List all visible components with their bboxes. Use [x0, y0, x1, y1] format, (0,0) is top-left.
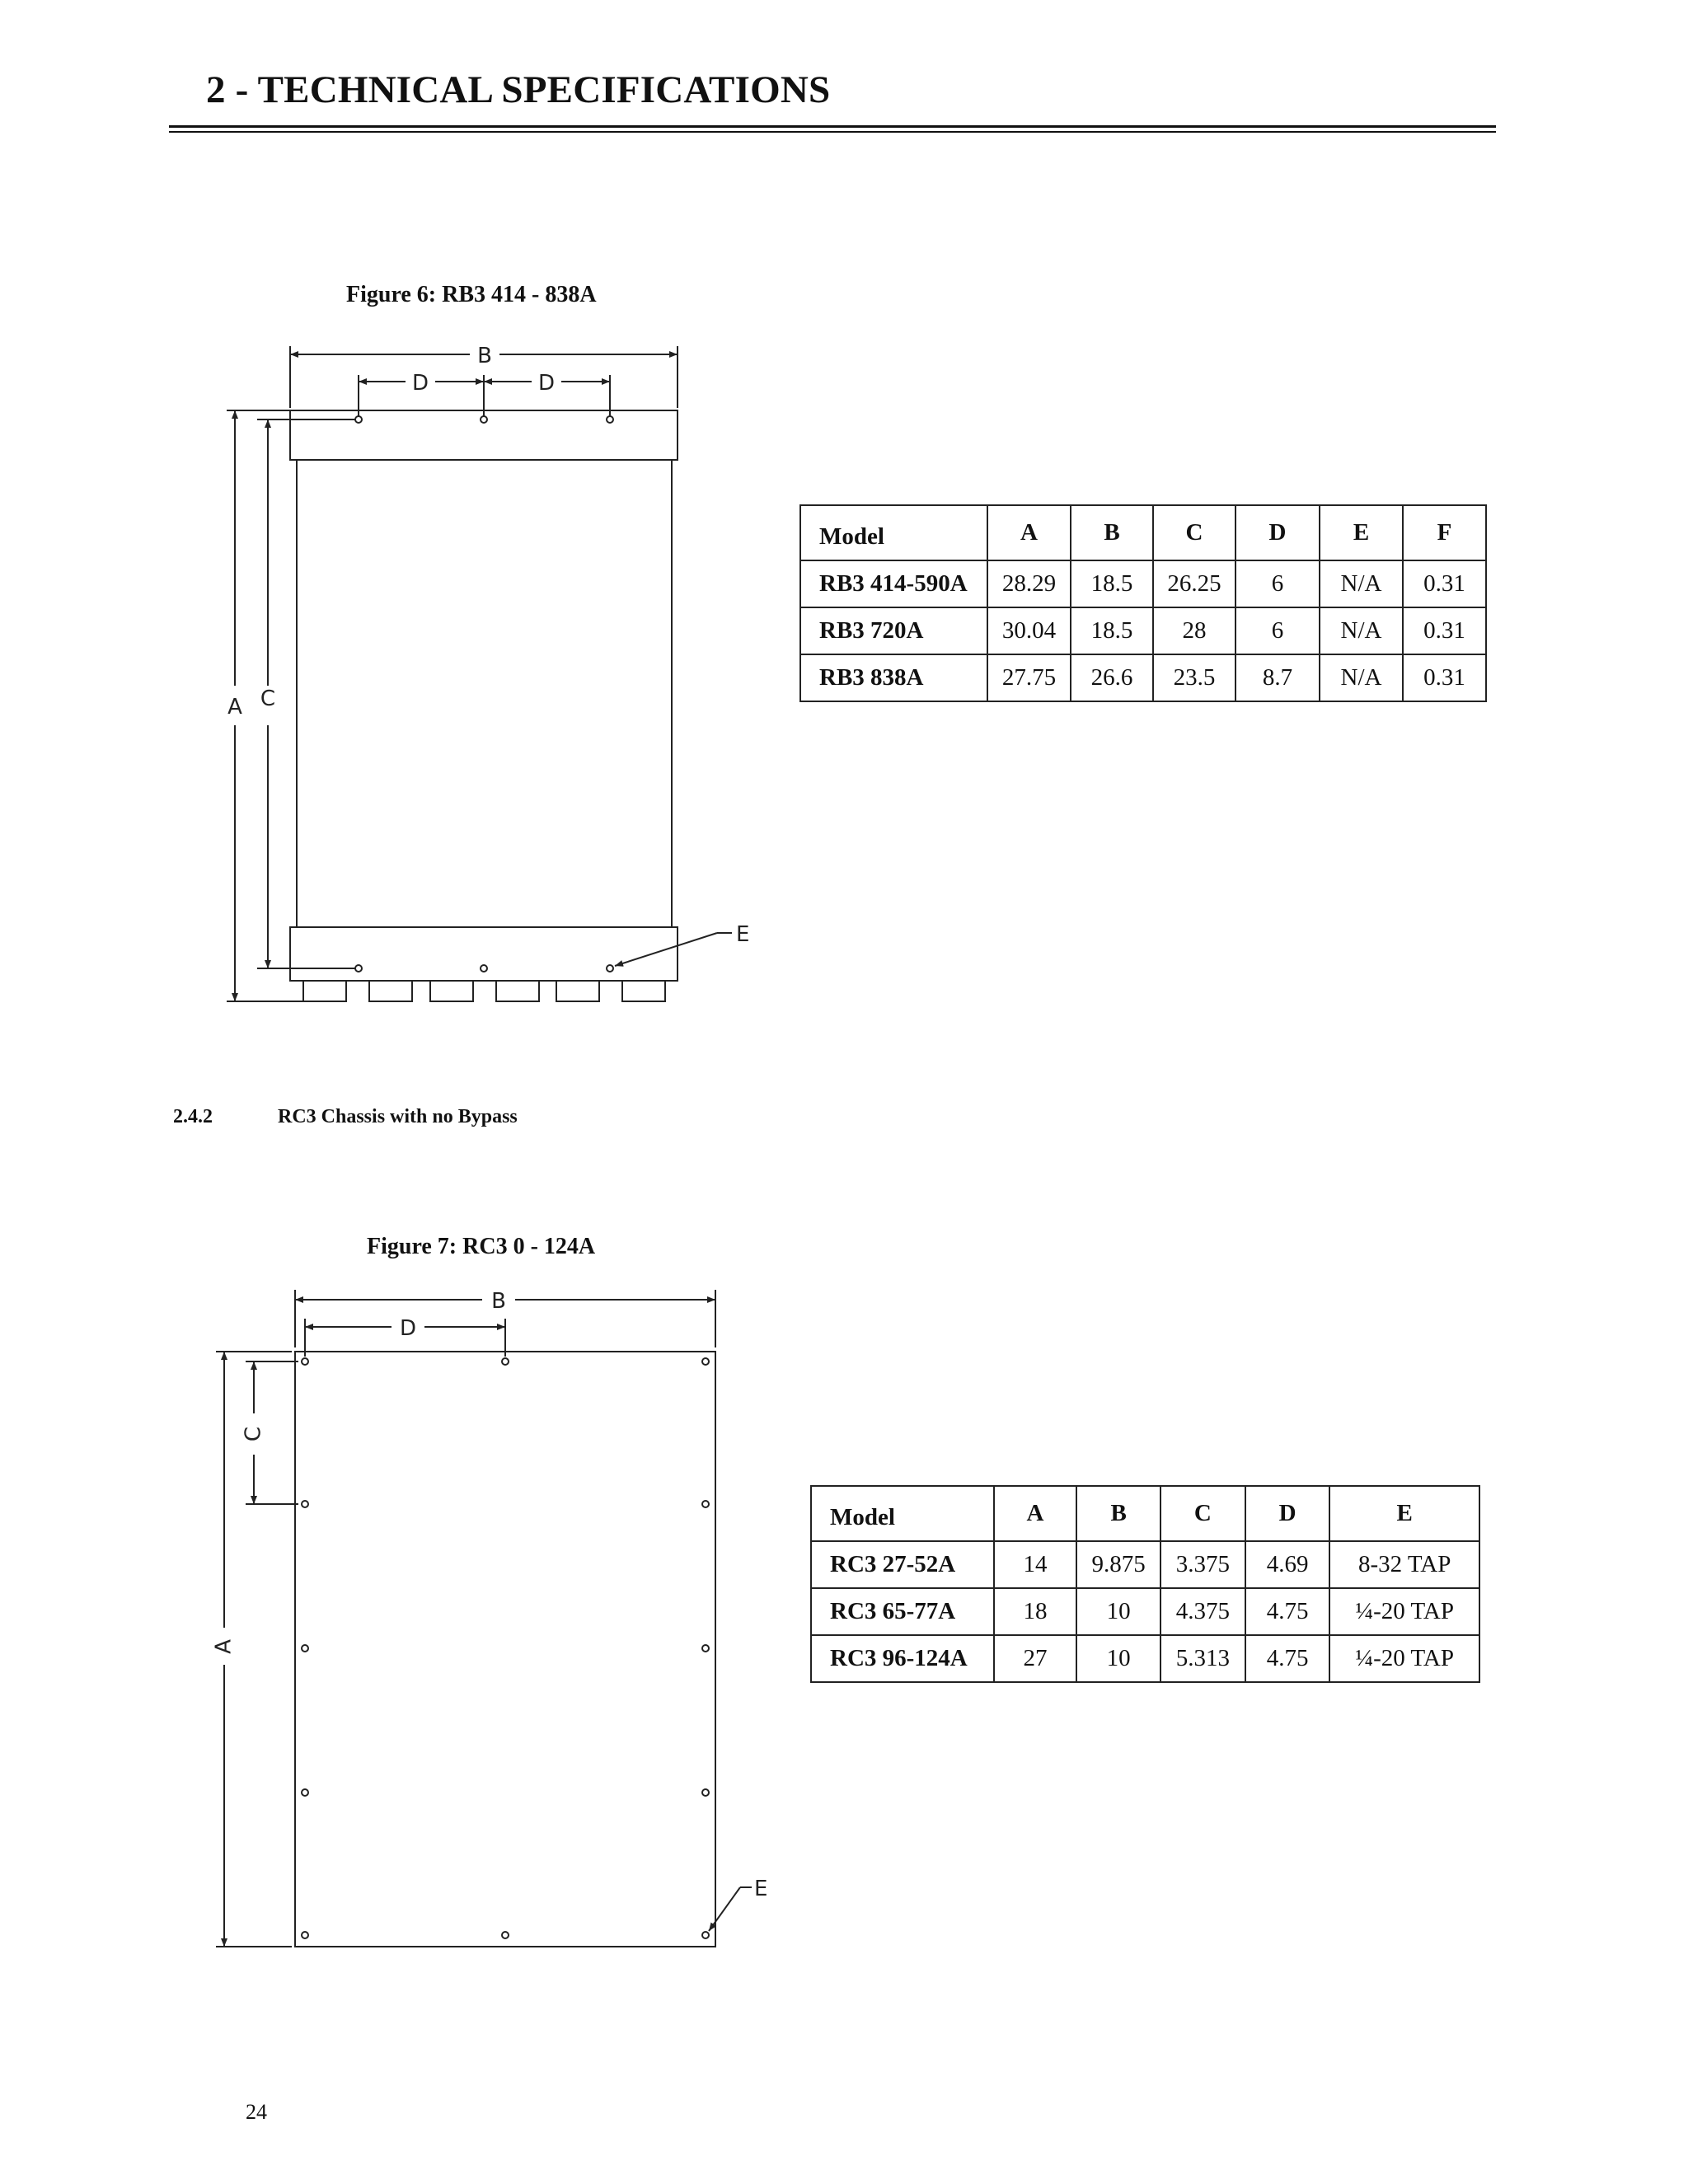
fig7-label-b: B	[491, 1289, 506, 1314]
cell-b: 10	[1076, 1588, 1160, 1635]
cell-d: 6	[1236, 560, 1320, 607]
table-row	[811, 1635, 1479, 1682]
cell-a: 27	[994, 1635, 1077, 1682]
cell-c: 4.375	[1160, 1588, 1245, 1635]
section-number: 2.4.2	[173, 1106, 213, 1127]
cell-model: RB3 838A	[800, 654, 987, 701]
header-model: Model	[811, 1486, 994, 1541]
cell-e: 8-32 TAP	[1329, 1541, 1479, 1588]
cell-a: 18	[994, 1588, 1077, 1635]
cell-a: 14	[994, 1541, 1077, 1588]
cell-d: 4.69	[1245, 1541, 1330, 1588]
cell-f: 0.31	[1403, 654, 1486, 701]
cell-model: RC3 65-77A	[811, 1588, 994, 1635]
header-a: A	[987, 505, 1071, 560]
cell-c: 26.25	[1153, 560, 1236, 607]
cell-d: 6	[1236, 607, 1320, 654]
cell-c: 28	[1153, 607, 1236, 654]
header-b: B	[1071, 505, 1153, 560]
header-f: F	[1403, 505, 1486, 560]
page-title: 2 - TECHNICAL SPECIFICATIONS	[206, 68, 831, 111]
table-row	[811, 1588, 1479, 1635]
table-header-row	[811, 1486, 1479, 1541]
cell-b: 18.5	[1071, 607, 1153, 654]
fig6-label-b: B	[477, 344, 492, 368]
cell-b: 10	[1076, 1635, 1160, 1682]
cell-model: RB3 414-590A	[800, 560, 987, 607]
cell-c: 5.313	[1160, 1635, 1245, 1682]
header-b: B	[1076, 1486, 1160, 1541]
cell-e: ¼-20 TAP	[1329, 1588, 1479, 1635]
cell-e: N/A	[1320, 654, 1403, 701]
cell-d: 4.75	[1245, 1635, 1330, 1682]
fig6-label-c: C	[260, 687, 276, 711]
figure-7-caption: Figure 7: RC3 0 - 124A	[367, 1234, 596, 1259]
header-c: C	[1160, 1486, 1245, 1541]
cell-a: 28.29	[987, 560, 1071, 607]
header-d: D	[1236, 505, 1320, 560]
section-title: RC3 Chassis with no Bypass	[278, 1106, 518, 1127]
fig7-label-e: E	[754, 1877, 768, 1901]
header-model: Model	[800, 505, 987, 560]
page-number: 24	[246, 2100, 267, 2124]
cell-c: 23.5	[1153, 654, 1236, 701]
cell-f: 0.31	[1403, 607, 1486, 654]
header-c: C	[1153, 505, 1236, 560]
fig6-label-a: A	[227, 695, 242, 719]
cell-b: 26.6	[1071, 654, 1153, 701]
fig7-label-a: A	[211, 1639, 237, 1654]
cell-e: ¼-20 TAP	[1329, 1635, 1479, 1682]
cell-a: 30.04	[987, 607, 1071, 654]
cell-e: N/A	[1320, 607, 1403, 654]
header-e: E	[1320, 505, 1403, 560]
header-e: E	[1329, 1486, 1479, 1541]
figure-7-table	[810, 1485, 1480, 1683]
cell-model: RC3 27-52A	[811, 1541, 994, 1588]
figure-6-caption: Figure 6: RB3 414 - 838A	[346, 282, 597, 307]
cell-b: 18.5	[1071, 560, 1153, 607]
cell-model: RB3 720A	[800, 607, 987, 654]
cell-d: 4.75	[1245, 1588, 1330, 1635]
cell-f: 0.31	[1403, 560, 1486, 607]
fig7-label-d: D	[399, 1316, 417, 1341]
fig6-label-e: E	[736, 922, 750, 947]
fig6-label-d1: D	[411, 371, 429, 396]
fig6-label-d2: D	[537, 371, 556, 396]
cell-b: 9.875	[1076, 1541, 1160, 1588]
cell-model: RC3 96-124A	[811, 1635, 994, 1682]
table-row	[811, 1541, 1479, 1588]
fig7-label-c: C	[241, 1426, 266, 1442]
cell-a: 27.75	[987, 654, 1071, 701]
cell-c: 3.375	[1160, 1541, 1245, 1588]
cell-e: N/A	[1320, 560, 1403, 607]
cell-d: 8.7	[1236, 654, 1320, 701]
header-a: A	[994, 1486, 1077, 1541]
header-d: D	[1245, 1486, 1330, 1541]
